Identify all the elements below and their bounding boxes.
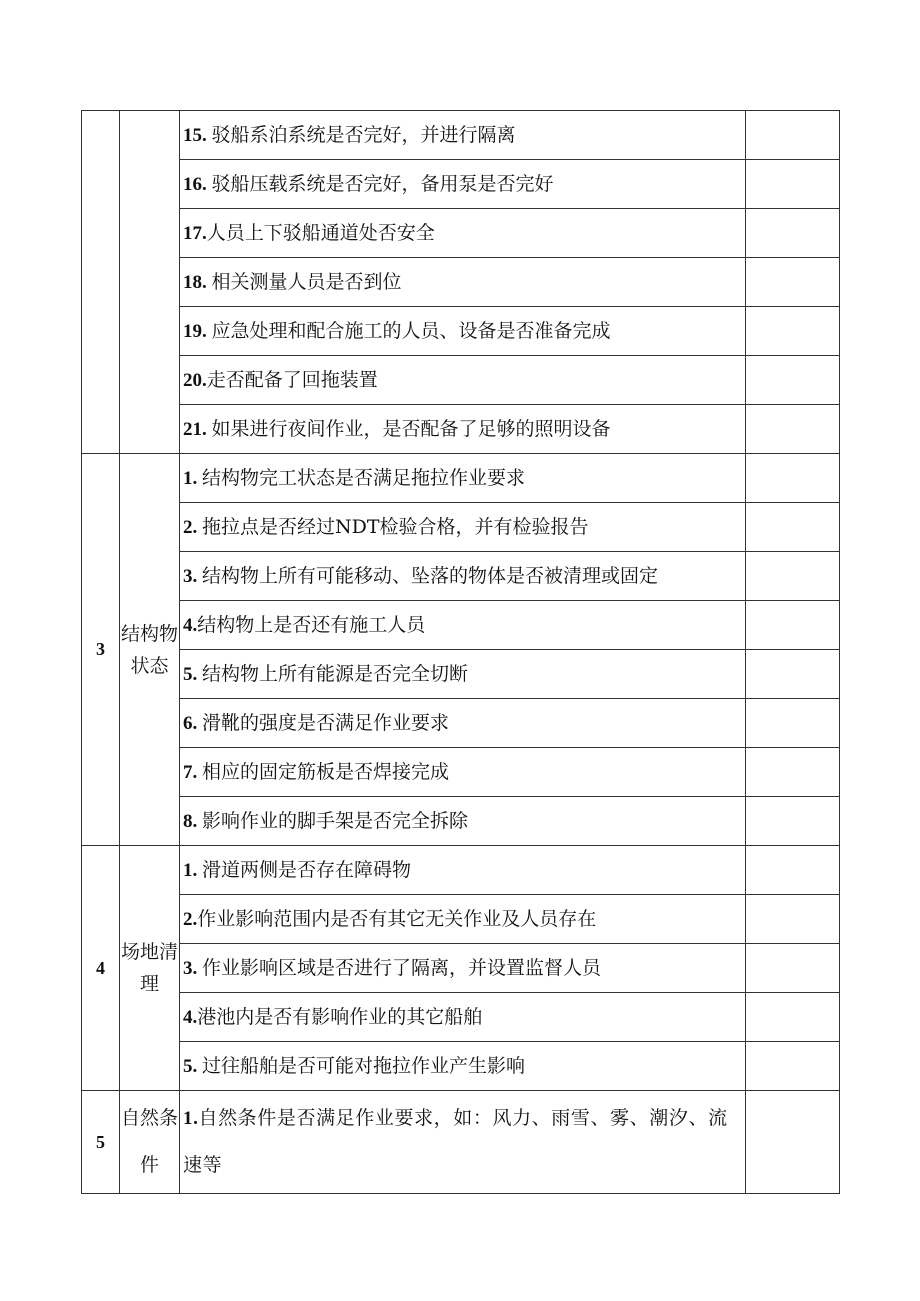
result-cell[interactable] [746, 356, 840, 405]
section-number-cell [82, 111, 120, 454]
item-text: 结构物上所有能源是否完全切断 [202, 662, 469, 685]
item-separator: . [192, 908, 198, 930]
item-text: 滑靴的强度是否满足作业要求 [202, 711, 450, 734]
item-number: 2 [183, 516, 193, 538]
check-item [180, 895, 746, 944]
item-text: 拖拉点是否经过NDT检验合格，并有检验报告 [202, 515, 589, 538]
check-item [180, 797, 746, 846]
item-number: 4 [183, 614, 193, 636]
table-row [82, 601, 840, 650]
item-text: 如果进行夜间作业，是否配备了足够的照明设备 [211, 417, 611, 440]
item-number: 4 [183, 1006, 193, 1028]
item-text: 人员上下驳船通道处否安全 [206, 221, 435, 244]
table-row [82, 846, 840, 895]
result-cell[interactable] [746, 552, 840, 601]
result-cell[interactable] [746, 160, 840, 209]
result-cell[interactable] [746, 1091, 840, 1194]
check-item [180, 552, 746, 601]
item-separator: . [192, 1006, 198, 1028]
result-cell[interactable] [746, 846, 840, 895]
check-item [180, 356, 746, 405]
check-item [180, 650, 746, 699]
item-separator: . [192, 712, 202, 734]
check-item [180, 258, 746, 307]
item-separator: . [192, 1055, 202, 1077]
category-cell [120, 1091, 180, 1194]
check-item [180, 111, 746, 160]
item-separator: . [202, 222, 207, 244]
item-number: 3 [183, 565, 193, 587]
item-separator: . [192, 614, 198, 636]
item-number: 5 [183, 1055, 193, 1077]
item-separator: . [192, 957, 202, 979]
table-row [82, 356, 840, 405]
item-text: 结构物上所有可能移动、坠落的物体是否被清理或固定 [202, 564, 659, 587]
result-cell[interactable] [746, 797, 840, 846]
item-separator: . [192, 565, 202, 587]
result-cell[interactable] [746, 405, 840, 454]
category-cell [120, 111, 180, 454]
check-item [180, 405, 746, 454]
check-item [180, 993, 746, 1042]
table-row [82, 454, 840, 503]
result-cell[interactable] [746, 258, 840, 307]
item-separator: . [192, 761, 202, 783]
item-text: 相关测量人员是否到位 [211, 270, 402, 293]
result-cell[interactable] [746, 993, 840, 1042]
item-number: 17 [183, 222, 202, 244]
table-row [82, 111, 840, 160]
category-label: 结构物状态 [121, 622, 179, 677]
item-text: 走否配备了回拖装置 [206, 368, 378, 391]
item-text: 过往船舶是否可能对拖拉作业产生影响 [202, 1054, 526, 1077]
table-row [82, 993, 840, 1042]
section-number-cell: 4 [82, 846, 120, 1091]
table-row [82, 258, 840, 307]
item-separator: . [192, 859, 202, 881]
item-separator: . [192, 516, 202, 538]
check-item [180, 1042, 746, 1091]
table-row [82, 552, 840, 601]
item-number: 1 [183, 1108, 194, 1129]
item-text: 结构物完工状态是否满足拖拉作业要求 [202, 466, 526, 489]
item-number: 6 [183, 712, 193, 734]
check-item [180, 160, 746, 209]
table-row [82, 650, 840, 699]
item-separator: . [202, 271, 212, 293]
item-number: 21 [183, 418, 202, 440]
item-number: 16 [183, 173, 202, 195]
check-item [180, 601, 746, 650]
result-cell[interactable] [746, 699, 840, 748]
result-cell[interactable] [746, 748, 840, 797]
item-separator: . [193, 1108, 199, 1129]
item-separator: . [202, 369, 207, 391]
result-cell[interactable] [746, 895, 840, 944]
item-text: 驳船系泊系统是否完好，并进行隔离 [211, 123, 516, 146]
item-text: 相应的固定筋板是否焊接完成 [202, 760, 450, 783]
item-text: 作业影响范围内是否有其它无关作业及人员存在 [197, 907, 597, 930]
item-number: 19 [183, 320, 202, 342]
section-number-cell: 5 [82, 1091, 120, 1194]
check-item [180, 209, 746, 258]
section-number-cell: 3 [82, 454, 120, 846]
item-text: 滑道两侧是否存在障碍物 [202, 858, 412, 881]
result-cell[interactable] [746, 944, 840, 993]
item-separator: . [192, 810, 202, 832]
table-row [82, 503, 840, 552]
table-row [82, 944, 840, 993]
result-cell[interactable] [746, 601, 840, 650]
item-text: 港池内是否有影响作业的其它船舶 [197, 1005, 483, 1028]
category-cell [120, 454, 180, 846]
item-number: 7 [183, 761, 193, 783]
item-text: 自然条件是否满足作业要求，如：风力、雨雪、雾、潮汐、流速等 [183, 1107, 728, 1176]
item-separator: . [192, 467, 202, 489]
item-number: 20 [183, 369, 202, 391]
table-row [82, 797, 840, 846]
item-number: 8 [183, 810, 193, 832]
table-row [82, 1042, 840, 1091]
item-separator: . [202, 320, 212, 342]
check-item [180, 1091, 746, 1194]
item-number: 1 [183, 859, 193, 881]
item-number: 2 [183, 908, 193, 930]
checklist-table [81, 110, 840, 1194]
table-row [82, 307, 840, 356]
check-item [180, 699, 746, 748]
result-cell[interactable] [746, 454, 840, 503]
item-text: 驳船压载系统是否完好，备用泵是否完好 [211, 172, 554, 195]
item-number: 5 [183, 663, 193, 685]
table-row [82, 405, 840, 454]
category-label: 场地清理 [121, 941, 179, 995]
category-label: 自然条件 [121, 1107, 179, 1176]
result-cell[interactable] [746, 650, 840, 699]
table-row [82, 699, 840, 748]
check-item [180, 846, 746, 895]
item-separator: . [202, 173, 212, 195]
item-text: 应急处理和配合施工的人员、设备是否准备完成 [211, 319, 611, 342]
item-text: 影响作业的脚手架是否完全拆除 [202, 809, 469, 832]
item-separator: . [202, 124, 212, 146]
item-separator: . [192, 663, 202, 685]
table-row [82, 160, 840, 209]
table-row [82, 748, 840, 797]
item-number: 15 [183, 124, 202, 146]
check-item [180, 748, 746, 797]
check-item [180, 454, 746, 503]
check-item [180, 944, 746, 993]
item-number: 3 [183, 957, 193, 979]
result-cell[interactable] [746, 307, 840, 356]
item-number: 18 [183, 271, 202, 293]
item-separator: . [202, 418, 212, 440]
item-text: 作业影响区域是否进行了隔离，并设置监督人员 [202, 956, 602, 979]
table-row [82, 1091, 840, 1194]
category-cell [120, 846, 180, 1091]
result-cell[interactable] [746, 1042, 840, 1091]
item-number: 1 [183, 467, 193, 489]
check-item [180, 503, 746, 552]
table-row [82, 895, 840, 944]
table-row [82, 209, 840, 258]
check-item [180, 307, 746, 356]
item-text: 结构物上是否还有施工人员 [197, 613, 426, 636]
result-cell[interactable] [746, 503, 840, 552]
result-cell[interactable] [746, 209, 840, 258]
result-cell[interactable] [746, 111, 840, 160]
